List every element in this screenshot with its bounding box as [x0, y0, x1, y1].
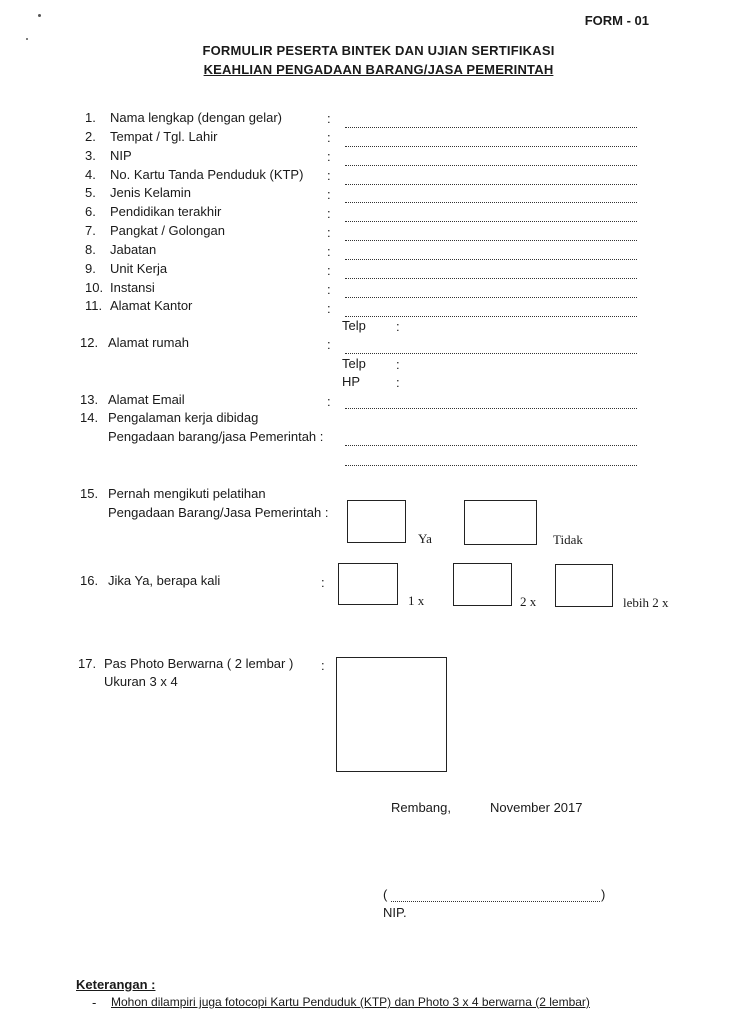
signature-nip-label: NIP. [383, 905, 407, 920]
count-once-label: 1 x [408, 593, 425, 608]
home-hp-label: HP [342, 374, 361, 389]
field-number: 14. [80, 410, 99, 425]
experience-field[interactable] [345, 444, 637, 446]
form-code: FORM - 01 [584, 13, 649, 28]
colon: : [327, 263, 331, 278]
notes-item: Mohon dilampiri juga fotocopi Kartu Penduduk (KTP) dan Photo 3 x 4 berwarna (2 lembar) [111, 995, 590, 1009]
field-label-gender: Jenis Kelamin [110, 185, 191, 200]
signature-name-close: ) [601, 887, 606, 902]
work-unit-field[interactable] [345, 277, 637, 279]
field-label-education: Pendidikan terakhir [110, 204, 222, 219]
office-address-field[interactable] [345, 315, 637, 317]
notes-title: Keterangan : [76, 977, 156, 992]
field-label-photo: Pas Photo Berwarna ( 2 lembar ) [104, 656, 294, 671]
field-number: 5. [85, 185, 96, 200]
experience-field-2[interactable] [345, 464, 637, 466]
signature-date: November 2017 [490, 800, 583, 815]
signature-name-open: ( [383, 887, 388, 902]
gender-field[interactable] [345, 201, 637, 203]
education-field[interactable] [345, 220, 637, 222]
field-label-home-address: Alamat rumah [108, 335, 189, 350]
colon: : [327, 187, 331, 202]
colon: : [327, 149, 331, 164]
field-label-institution: Instansi [110, 280, 155, 295]
nip-field[interactable] [345, 164, 637, 166]
training-yes-checkbox[interactable] [347, 500, 406, 543]
field-label-training-2: Pengadaan Barang/Jasa Pemerintah : [108, 505, 329, 520]
field-label-photo-size: Ukuran 3 x 4 [104, 674, 178, 689]
count-once-checkbox[interactable] [338, 563, 398, 605]
position-field[interactable] [345, 258, 637, 260]
field-number: 1. [85, 110, 96, 125]
office-telp-label: Telp [342, 318, 366, 333]
colon: : [327, 225, 331, 240]
colon: : [327, 168, 331, 183]
field-number: 13. [80, 392, 99, 407]
home-address-field[interactable] [345, 352, 637, 354]
rank-field[interactable] [345, 239, 637, 241]
field-label-birth: Tempat / Tgl. Lahir [110, 129, 218, 144]
colon: : [327, 244, 331, 259]
colon: : [327, 337, 331, 352]
count-twice-checkbox[interactable] [453, 563, 512, 606]
signature-place: Rembang, [391, 800, 451, 815]
field-label-position: Jabatan [110, 242, 157, 257]
colon: : [327, 111, 331, 126]
field-number: 9. [85, 261, 96, 276]
field-label-experience-2: Pengadaan barang/jasa Pemerintah : [108, 429, 324, 444]
training-no-checkbox[interactable] [464, 500, 537, 545]
field-number: 10. [85, 280, 104, 295]
form-title: FORMULIR PESERTA BINTEK DAN UJIAN SERTIFIKASI [202, 43, 555, 58]
colon: : [396, 375, 400, 390]
field-number: 3. [85, 148, 96, 163]
signature-name-field[interactable] [391, 900, 600, 902]
scan-speck [26, 38, 28, 40]
field-label-office-address: Alamat Kantor [110, 298, 193, 313]
scan-speck [38, 14, 41, 17]
notes-bullet: - [92, 995, 97, 1010]
field-number: 15. [80, 486, 99, 501]
colon: : [396, 357, 400, 372]
field-number: 6. [85, 204, 96, 219]
name-field[interactable] [345, 126, 637, 128]
birth-field[interactable] [345, 145, 637, 147]
training-no-label: Tidak [553, 532, 583, 547]
colon: : [321, 575, 325, 590]
field-label-ktp: No. Kartu Tanda Penduduk (KTP) [110, 167, 304, 182]
field-number: 12. [80, 335, 99, 350]
field-label-email: Alamat Email [108, 392, 185, 407]
colon: : [327, 282, 331, 297]
colon: : [327, 206, 331, 221]
count-more-label: lebih 2 x [623, 595, 669, 610]
field-number: 17. [78, 656, 97, 671]
colon: : [327, 301, 331, 316]
field-label-nip: NIP [110, 148, 132, 163]
field-label-name: Nama lengkap (dengan gelar) [110, 110, 282, 125]
field-label-training: Pernah mengikuti pelatihan [108, 486, 266, 501]
field-label-how-many: Jika Ya, berapa kali [108, 573, 221, 588]
field-number: 4. [85, 167, 96, 182]
ktp-field[interactable] [345, 183, 637, 185]
email-field[interactable] [345, 407, 637, 409]
field-label-experience: Pengalaman kerja dibidag [108, 410, 259, 425]
colon: : [327, 130, 331, 145]
photo-placeholder[interactable] [336, 657, 447, 772]
field-number: 7. [85, 223, 96, 238]
count-more-checkbox[interactable] [555, 564, 613, 607]
field-number: 2. [85, 129, 96, 144]
field-number: 8. [85, 242, 96, 257]
home-telp-label: Telp [342, 356, 366, 371]
count-twice-label: 2 x [520, 594, 537, 609]
field-number: 11. [85, 298, 103, 313]
colon: : [396, 319, 400, 334]
field-label-rank: Pangkat / Golongan [110, 223, 225, 238]
colon: : [327, 394, 331, 409]
field-label-work-unit: Unit Kerja [110, 261, 168, 276]
colon: : [321, 658, 325, 673]
institution-field[interactable] [345, 296, 637, 298]
form-subtitle: KEAHLIAN PENGADAAN BARANG/JASA PEMERINTAH [203, 62, 554, 77]
training-yes-label: Ya [418, 531, 432, 546]
field-number: 16. [80, 573, 99, 588]
